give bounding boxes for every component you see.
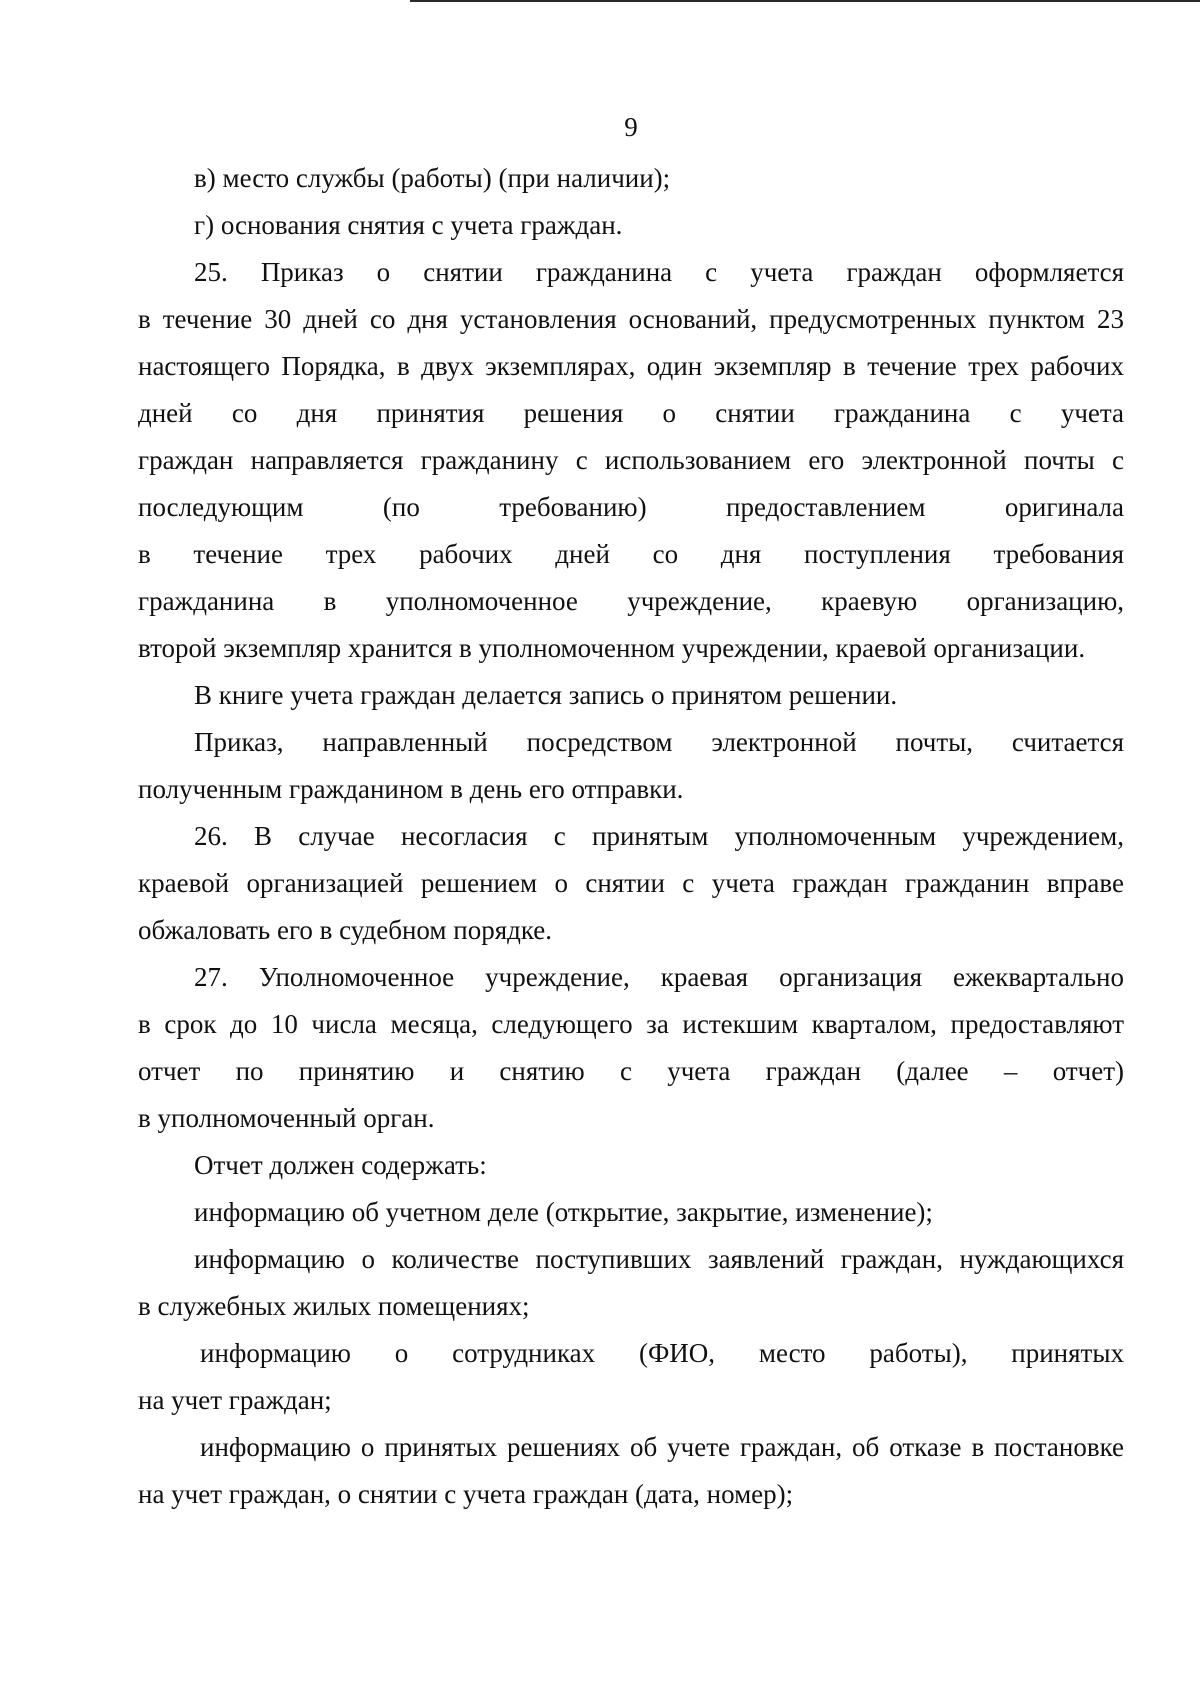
- text-line: в служебных жилых помещениях;: [138, 1291, 530, 1321]
- text-line: г) основания снятия с учета граждан.: [194, 210, 623, 240]
- text-line: в уполномоченный орган.: [138, 1103, 435, 1133]
- text-line: настоящего Порядка, в двух экземплярах, один экземпляр в течение трех рабочих: [138, 351, 1124, 381]
- text-line: информацию о принятых решениях об учете граждан, об отказе в постановке: [200, 1432, 1124, 1462]
- text-line: информацию о сотрудниках (ФИО, место работы), принятых: [200, 1338, 1124, 1368]
- text-line: обжаловать его в судебном порядке.: [138, 915, 553, 945]
- text-line: в срок до 10 числа месяца, следующего за истекшим кварталом, предоставляют: [138, 1009, 1124, 1039]
- top-edge-rule: [410, 0, 1200, 2]
- text-line: полученным гражданином в день его отправки.: [138, 774, 684, 804]
- text-line: информацию о количестве поступивших заявлений граждан, нуждающихся: [194, 1244, 1124, 1274]
- text-line: Приказ, направленный посредством электронной почты, считается: [194, 727, 1124, 757]
- text-line: отчет по принятию и снятию с учета граждан (далее – отчет): [138, 1056, 1124, 1086]
- text-line: в течение трех рабочих дней со дня поступления требования: [138, 539, 1124, 569]
- text-line: в течение 30 дней со дня установления оснований, предусмотренных пунктом 23: [138, 304, 1124, 334]
- text-line: 26. В случае несогласия с принятым уполномоченным учреждением,: [194, 821, 1124, 851]
- text-line: в) место службы (работы) (при наличии);: [194, 163, 671, 193]
- text-line: граждан направляется гражданину с использованием его электронной почты с: [138, 445, 1124, 475]
- text-line: Отчет должен содержать:: [194, 1150, 487, 1180]
- text-line: гражданина в уполномоченное учреждение, краевую организацию,: [138, 586, 1124, 616]
- text-line: В книге учета граждан делается запись о принятом решении.: [194, 680, 898, 710]
- text-line: на учет граждан, о снятии с учета граждан (дата, номер);: [138, 1479, 794, 1509]
- text-line: информацию об учетном деле (открытие, закрытие, изменение);: [194, 1197, 933, 1227]
- text-line: последующим (по требованию) предоставлением оригинала: [138, 492, 1124, 522]
- text-line: дней со дня принятия решения о снятии гражданина с учета: [138, 398, 1124, 428]
- text-line: второй экземпляр хранится в уполномоченном учреждении, краевой организации.: [138, 633, 1086, 663]
- text-line: 27. Уполномоченное учреждение, краевая организация ежеквартально: [194, 962, 1124, 992]
- text-line: краевой организацией решением о снятии с учета граждан гражданин вправе: [138, 868, 1124, 898]
- text-line: 25. Приказ о снятии гражданина с учета граждан оформляется: [194, 257, 1124, 287]
- page-number: 9: [624, 112, 638, 142]
- text-line: на учет граждан;: [138, 1385, 332, 1415]
- document-body: [138, 155, 1124, 1518]
